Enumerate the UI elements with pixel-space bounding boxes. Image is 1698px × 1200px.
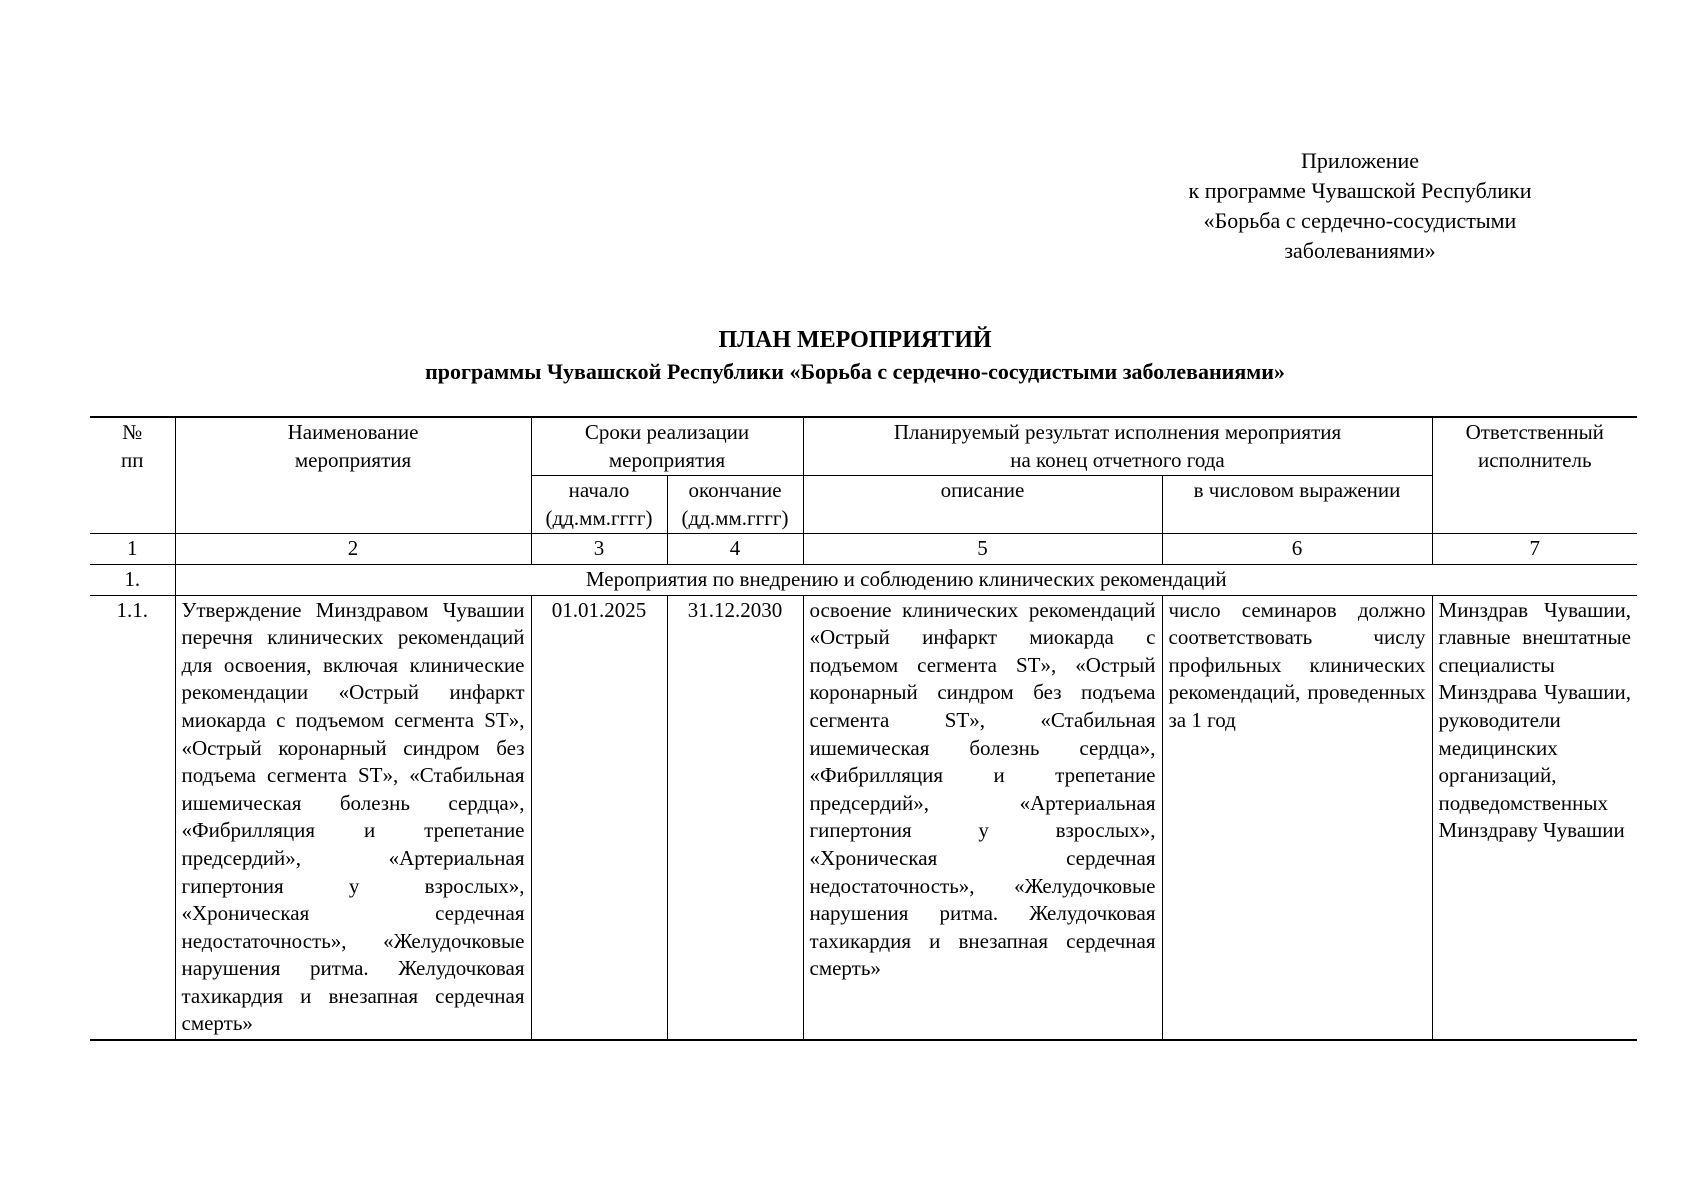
row-end-date: 31.12.2030	[667, 595, 803, 1040]
appendix-line: к программе Чувашской Республики	[1188, 178, 1532, 203]
header-description: описание	[803, 476, 1162, 534]
header-responsible: Ответственный исполнитель	[1432, 417, 1637, 534]
header-name: Наименование мероприятия	[175, 417, 531, 534]
header-numeric: в числовом выражении	[1162, 476, 1432, 534]
header-number: № пп	[90, 417, 175, 534]
header-terms: Сроки реализации мероприятия	[531, 417, 803, 476]
appendix-line: «Борьба с сердечно-сосудистыми	[1203, 208, 1517, 233]
row-start-date: 01.01.2025	[531, 595, 667, 1040]
section-number: 1.	[90, 564, 175, 595]
title-sub: программы Чувашской Республики «Борьба с сердечно-сосудистыми заболеваниями»	[425, 359, 1285, 384]
row-responsible: Минздрав Чувашии, главные внештатные специалисты Минздрава Чувашии, руководители медицинских организаций, подведомственных Минздраву Чувашии	[1432, 595, 1637, 1040]
column-number: 2	[175, 534, 531, 565]
title-main: ПЛАН МЕРОПРИЯТИЙ	[718, 327, 992, 353]
document-title	[90, 324, 1620, 388]
appendix-note	[1150, 146, 1570, 266]
row-number: 1.1.	[90, 595, 175, 1040]
header-end: окончание (дд.мм.гггг)	[667, 476, 803, 534]
section-title: Мероприятия по внедрению и соблюдению клинических рекомендаций	[175, 564, 1637, 595]
section-row	[90, 564, 1637, 595]
header-result: Планируемый результат исполнения мероприятия на конец отчетного года	[803, 417, 1432, 476]
column-number-row	[90, 534, 1637, 565]
row-name: Утверждение Минздравом Чувашии перечня клинических рекомендаций для освоения, включая клинические рекомендации «Острый инфаркт миокарда с подъемом сегмента ST», «Острый коронарный синдром без подъема сегмента ST», «Стабильная ишемическая болезнь сердца», «Фибрилляция и трепетание предсердий», «Артериальная гипертония у взрослых», «Хроническая сердечная недостаточность», «Желудочковые нарушения ритма. Желудочковая тахикардия и внезапная сердечная смерть»	[175, 595, 531, 1040]
row-description: освоение клинических рекомендаций «Острый инфаркт миокарда с подъемом сегмента ST», «Острый коронарный синдром без подъема сегмента ST», «Стабильная ишемическая болезнь сердца», «Фибрилляция и трепетание предсердий», «Артериальная гипертония у взрослых», «Хроническая сердечная недостаточность», «Желудочковые нарушения ритма. Желудочковая тахикардия и внезапная сердечная смерть»	[803, 595, 1162, 1040]
column-number: 3	[531, 534, 667, 565]
column-number: 7	[1432, 534, 1637, 565]
plan-table	[90, 416, 1637, 1041]
header-start: начало (дд.мм.гггг)	[531, 476, 667, 534]
appendix-line: заболеваниями»	[1284, 238, 1436, 263]
header-row	[90, 417, 1637, 476]
table-row	[90, 595, 1637, 1040]
column-number: 6	[1162, 534, 1432, 565]
column-number: 4	[667, 534, 803, 565]
column-number: 5	[803, 534, 1162, 565]
appendix-line: Приложение	[1300, 148, 1420, 173]
row-numeric: число семинаров должно соответствовать числу профильных клинических рекомендаций, проведенных за 1 год	[1162, 595, 1432, 1040]
column-number: 1	[90, 534, 175, 565]
